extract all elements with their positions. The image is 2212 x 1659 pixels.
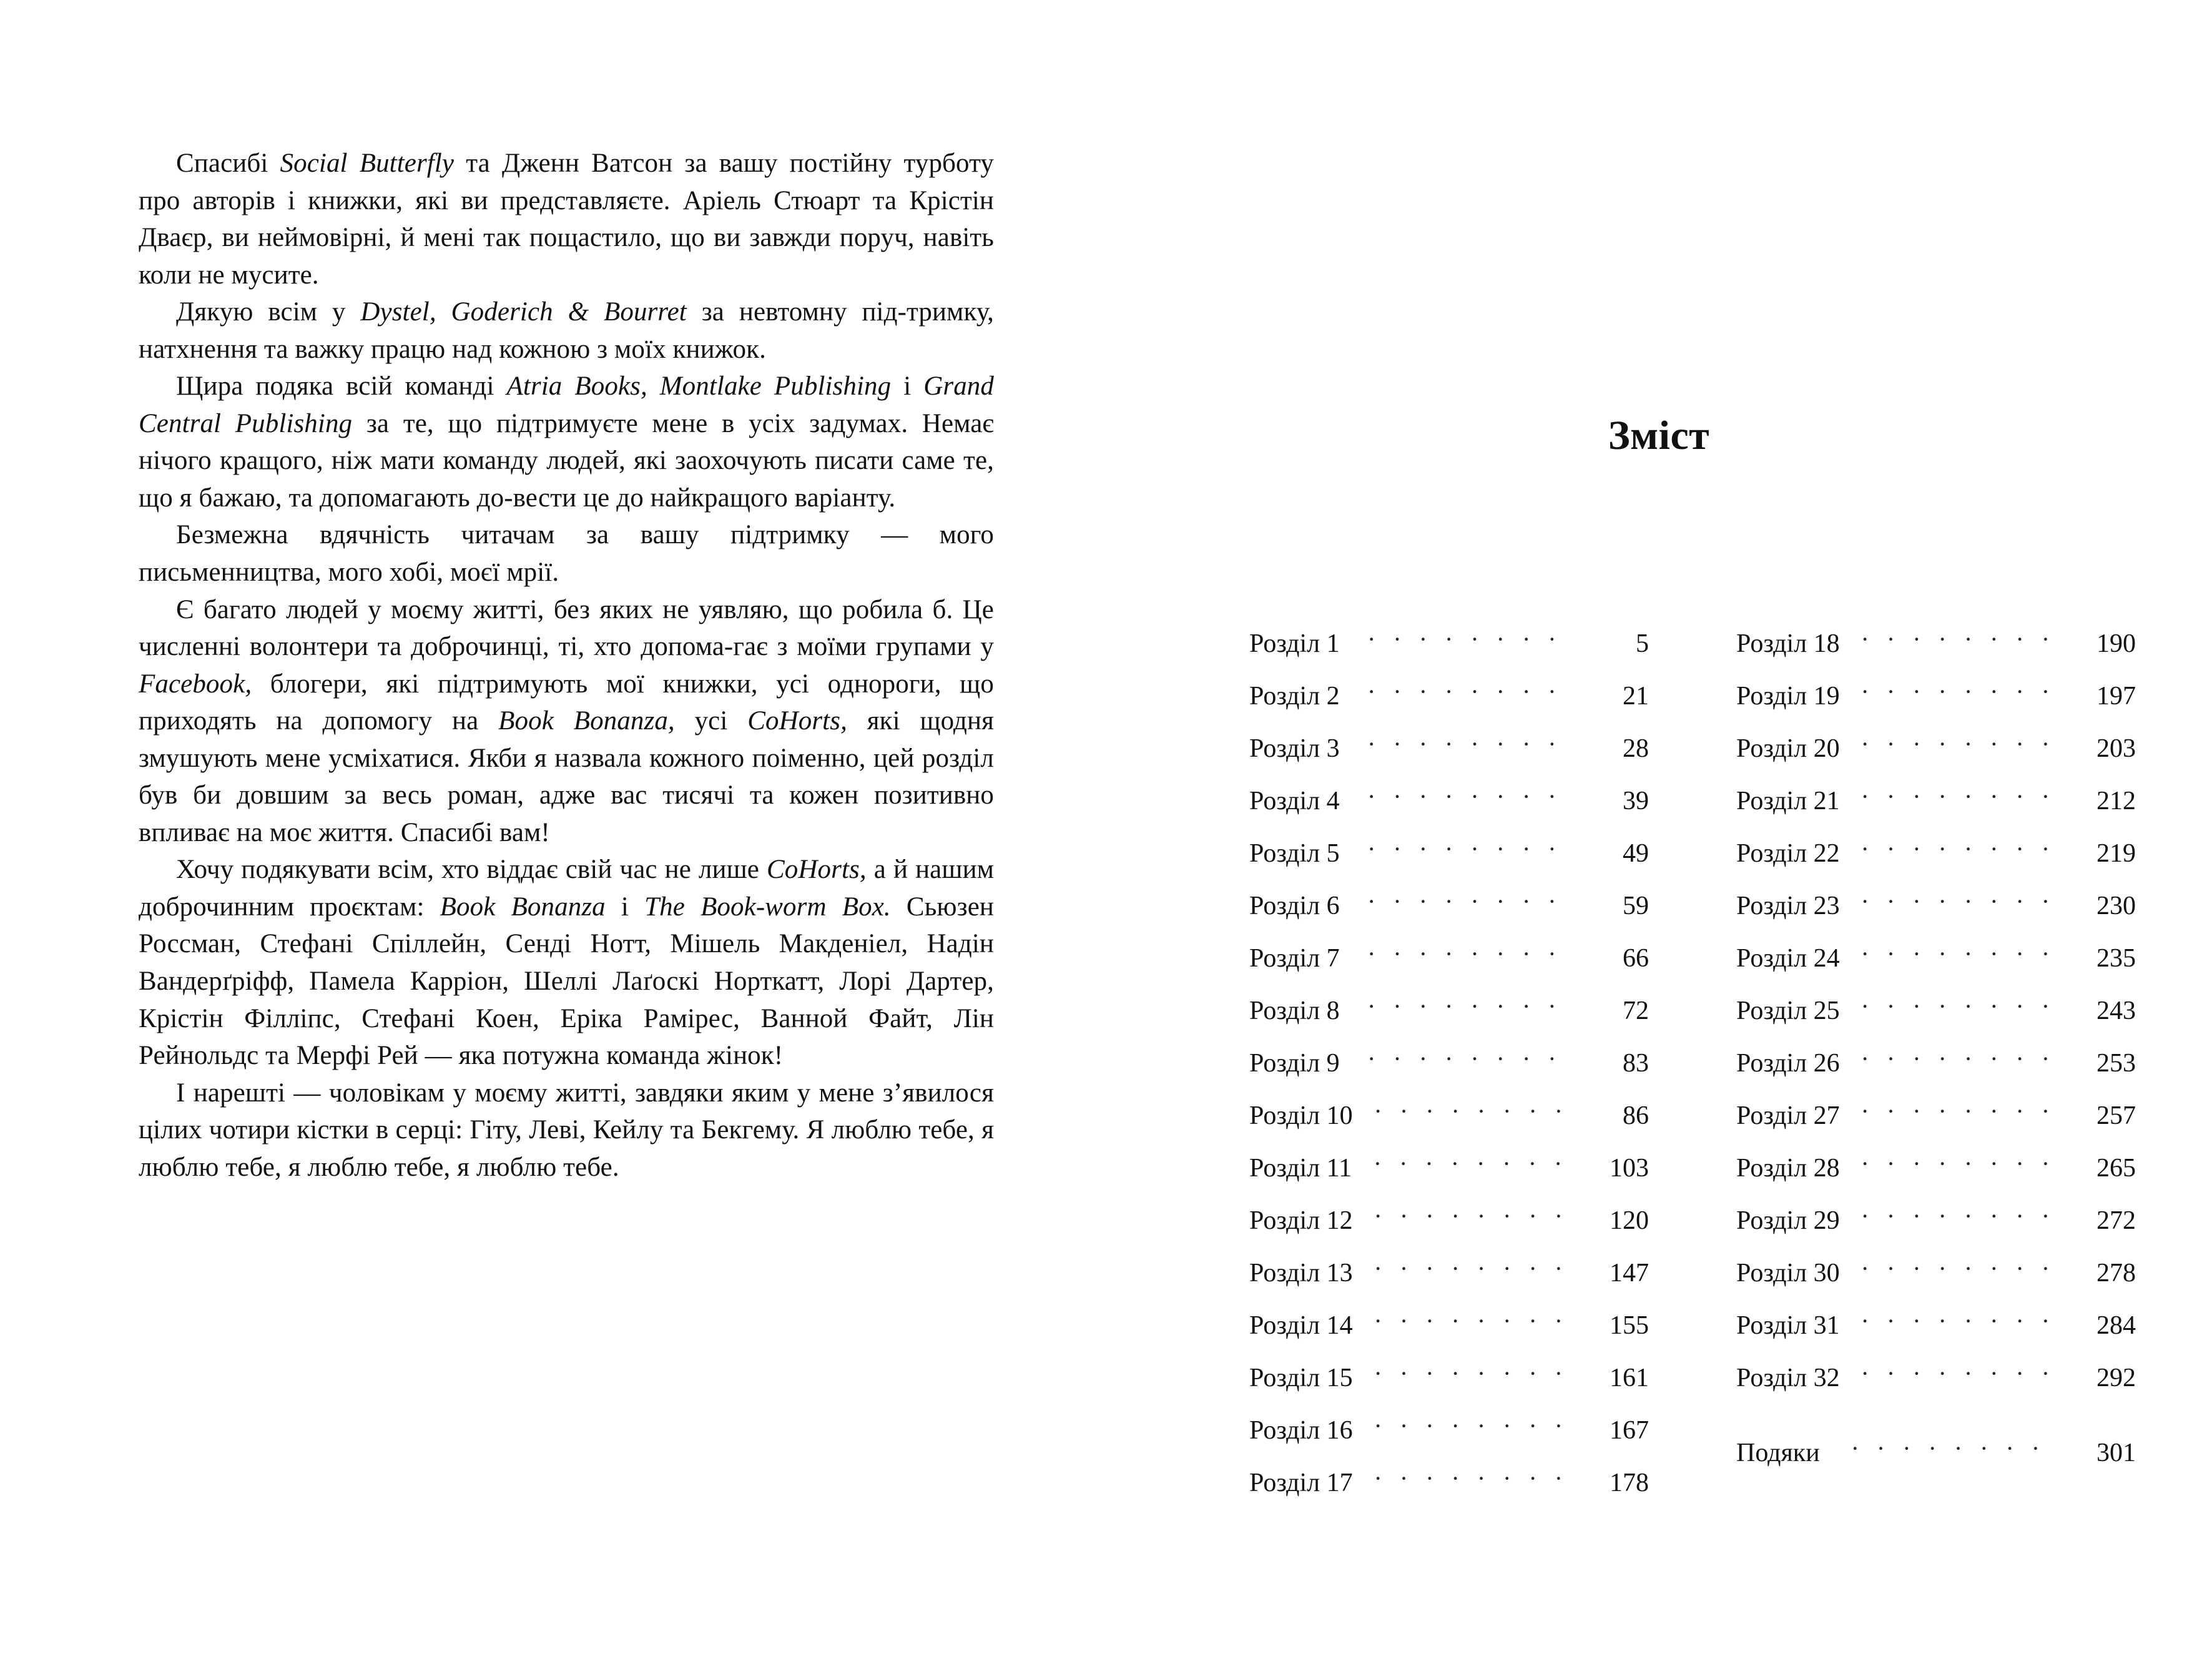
toc-leader-dots: · · · · · · · · [1373,1151,1568,1176]
toc-entry-page: 284 [2096,1311,2136,1340]
toc-entry-page: 235 [2096,944,2136,973]
toc-entry-page: 272 [2096,1206,2136,1235]
toc-entry[interactable] [1249,627,1649,683]
toc-entry-label: Розділ 20 [1736,734,1840,763]
toc-leader-dots: · · · · · · · · [1374,1466,1569,1491]
toc-entry[interactable] [1736,1256,2136,1312]
toc-leader-dots: · · · · · · · · [1851,1436,2046,1461]
paragraph [139,293,994,368]
paragraph [139,516,994,591]
body-text: Сьюзен Россман, Стефані Спіллейн, Сенді Нотт, Мішель Макденіел, Надін Вандерґріфф, Памела Карріон, Шеллі Лаґоскі Норткатт, Лорі Дартер, Крістін Філліпс, Стефані Коен, Еріка Рамірес, Ванной Файт, Лін Рейнольдс та Мерфі Рей — яка потужна команда жінок! [139,892,995,1071]
toc-entry[interactable] [1249,679,1649,736]
toc-leader-dots: · · · · · · · · [1367,784,1562,809]
toc-entry[interactable] [1736,679,2136,736]
body-text: і [891,372,924,401]
toc-entry[interactable] [1249,1309,1649,1365]
page-title: Зміст [1608,413,1710,458]
toc-entry-page: 190 [2096,629,2136,658]
toc-entry-page: 5 [1636,629,1649,658]
toc-leader-dots: · · · · · · · · [1861,837,2056,862]
toc-leader-dots: · · · · · · · · [1374,1414,1569,1439]
toc-column-left [1249,627,1649,1522]
paragraph [139,368,994,516]
toc-leader-dots: · · · · · · · · [1367,889,1562,914]
toc-entry-page: 243 [2096,997,2136,1025]
toc-entry-page: 147 [1610,1259,1649,1287]
toc-entry[interactable] [1249,1414,1649,1470]
toc-leader-dots: · · · · · · · · [1861,1046,2056,1071]
toc-entry-label: Розділ 21 [1736,787,1840,815]
body-text: усі [674,706,748,736]
toc-entry-label: Розділ 9 [1249,1049,1340,1078]
toc-entry[interactable] [1736,942,2136,998]
toc-entry[interactable] [1249,1466,1649,1522]
toc-entry-page: 39 [1623,787,1649,815]
toc-entry-page: 28 [1623,734,1649,763]
toc-entry[interactable] [1736,1361,2136,1417]
toc-entry-label: Розділ 10 [1249,1101,1353,1130]
paragraph [139,591,994,852]
toc-entry-page: 66 [1623,944,1649,973]
toc-leader-dots: · · · · · · · · [1861,994,2056,1019]
toc-entry-page: 21 [1623,682,1649,711]
paragraph [139,145,994,293]
emphasis-text: Book Bonanza, [498,706,675,736]
toc-entry-label: Розділ 31 [1736,1311,1840,1340]
toc-leader-dots: · · · · · · · · [1861,1151,2056,1176]
toc-entry[interactable] [1249,1046,1649,1103]
toc-leader-dots: · · · · · · · · [1367,994,1562,1019]
toc-entry[interactable] [1736,1436,2136,1492]
toc-entry-label: Розділ 15 [1249,1364,1353,1392]
paragraph [139,1075,994,1186]
toc-entry-page: 86 [1623,1101,1649,1130]
toc-entry[interactable] [1736,784,2136,840]
paragraph [139,851,994,1074]
body-text: Хочу подякувати всім, хто віддає свій час не лише [176,855,767,885]
toc-entry-page: 301 [2096,1439,2136,1467]
body-text: Щира подяка всій команді [176,372,507,401]
toc-entry-page: 197 [2096,682,2136,711]
toc-leader-dots: · · · · · · · · [1861,1361,2056,1386]
toc-leader-dots: · · · · · · · · [1367,837,1562,862]
toc-entry-label: Розділ 26 [1736,1049,1840,1078]
toc-leader-dots: · · · · · · · · [1367,627,1562,652]
toc-entry-label: Розділ 11 [1249,1154,1352,1183]
toc-leader-dots: · · · · · · · · [1374,1204,1569,1229]
body-text: за те, що підтримуєте мене в усіх задумах. Немає нічого кращого, ніж мати команду людей, які заохочують писати саме те, що я бажаю, та допомагають до-вести це до найкращого варіанту. [139,408,994,513]
toc-entry[interactable] [1249,889,1649,945]
toc-entry[interactable] [1249,1099,1649,1155]
emphasis-text: Facebook, [139,669,252,699]
toc-entry-page: 203 [2096,734,2136,763]
toc-entry-label: Розділ 1 [1249,629,1340,658]
toc-entry-page: 59 [1623,892,1649,920]
body-text: які щодня змушують мене усміхатися. Якби я назвала кожного поіменно, цей розділ був би довшим за весь роман, адже вас тисячі та кожен позитивно впливає на моє життя. Спасибі вам! [139,706,994,847]
toc-entry[interactable] [1736,889,2136,945]
toc-entry[interactable] [1736,1046,2136,1103]
toc-entry-label: Розділ 6 [1249,892,1340,920]
toc-entry-label: Розділ 27 [1736,1101,1840,1130]
table-of-contents [1249,627,2136,1522]
body-text: Дякую всім у [176,297,361,327]
toc-entry-page: 230 [2096,892,2136,920]
toc-entry-label: Розділ 2 [1249,682,1340,711]
toc-leader-dots: · · · · · · · · [1861,679,2056,704]
toc-entry[interactable] [1249,1204,1649,1260]
toc-entry[interactable] [1736,1309,2136,1365]
body-text: І нарешті — чоловікам у моєму житті, завдяки яким у мене з’явилося цілих чотири кістки в серці: Гіту, Леві, Кейлу та Бекгему. Я люблю тебе, я люблю тебе, я люблю тебе, я люблю тебе. [139,1078,994,1182]
toc-entry-label: Розділ 29 [1736,1206,1840,1235]
toc-leader-dots: · · · · · · · · [1374,1256,1569,1281]
emphasis-text: CoHorts, [767,855,867,885]
toc-entry-label: Розділ 8 [1249,997,1340,1025]
toc-leader-dots: · · · · · · · · [1861,1309,2056,1334]
body-text: а й нашим доброчинним проєктам: [139,855,995,922]
toc-leader-dots: · · · · · · · · [1367,942,1562,967]
toc-leader-dots: · · · · · · · · [1861,942,2056,967]
toc-leader-dots: · · · · · · · · [1861,732,2056,757]
toc-entry-page: 49 [1623,839,1649,868]
emphasis-text: Atria Books, Montlake Publishing [506,372,892,401]
acknowledgements-text [139,145,994,1186]
emphasis-text: Social Butterfly [280,149,455,178]
toc-leader-dots: · · · · · · · · [1367,1046,1562,1071]
toc-leader-dots: · · · · · · · · [1374,1099,1569,1124]
emphasis-text: Dystel, Goderich & Bourret [360,297,687,327]
toc-entry-page: 265 [2096,1154,2136,1183]
emphasis-text: Grand Central Publishing [139,372,994,438]
toc-entry[interactable] [1249,1151,1649,1208]
toc-entry-label: Розділ 17 [1249,1469,1353,1497]
toc-entry-page: 219 [2096,839,2136,868]
toc-entry[interactable] [1249,994,1649,1050]
toc-entry-label: Розділ 32 [1736,1364,1840,1392]
toc-entry-page: 72 [1623,997,1649,1025]
toc-entry[interactable] [1249,1361,1649,1417]
body-text: блогери, які підтримують мої книжки, усі однороги, що приходять на допомогу на [139,669,994,736]
emphasis-text: The Book-worm Box. [644,892,891,922]
toc-entry[interactable] [1249,942,1649,998]
toc-entry-label: Розділ 30 [1736,1259,1840,1287]
body-text: Є багато людей у моєму житті, без яких не уявляю, що робила б. Це численні волонтери та доброчинці, ті, хто допома-гає з моїми групами у [139,594,994,662]
toc-entry-label: Розділ 22 [1736,839,1840,868]
toc-entry-page: 83 [1623,1049,1649,1078]
toc-entry-label: Подяки [1736,1439,1820,1467]
toc-leader-dots: · · · · · · · · [1367,679,1562,704]
toc-entry[interactable] [1736,837,2136,893]
toc-entry-label: Розділ 14 [1249,1311,1353,1340]
toc-entry-label: Розділ 12 [1249,1206,1353,1235]
toc-entry[interactable] [1249,837,1649,893]
toc-entry[interactable] [1736,627,2136,683]
toc-entry-page: 257 [2096,1101,2136,1130]
body-text: та Дженн Ватсон за вашу постійну турботу про авторів і книжки, які ви представляєте. Аріель Стюарт та Крістін Дваєр, ви неймовірні, й мені так пощастило, що ви завжди поруч, навіть коли не мусите. [139,149,994,290]
toc-entry-page: 178 [1610,1469,1649,1497]
emphasis-text: Book Bonanza [440,892,606,922]
toc-entry[interactable] [1736,1099,2136,1155]
body-text: за невтомну під-тримку, натхнення та важку працю над кожною з моїх книжок. [139,297,994,364]
body-text: Спасибі [176,149,280,178]
toc-entry-label: Розділ 5 [1249,839,1340,868]
toc-entry-label: Розділ 7 [1249,944,1340,973]
toc-leader-dots: · · · · · · · · [1861,627,2056,652]
right-page [1106,0,2212,1659]
toc-entry-label: Розділ 19 [1736,682,1840,711]
toc-entry-page: 292 [2096,1364,2136,1392]
toc-entry-label: Розділ 16 [1249,1416,1353,1445]
toc-entry-label: Розділ 25 [1736,997,1840,1025]
toc-entry-label: Розділ 3 [1249,734,1340,763]
toc-entry-label: Розділ 18 [1736,629,1840,658]
toc-leader-dots: · · · · · · · · [1861,889,2056,914]
toc-entry[interactable] [1249,732,1649,788]
toc-leader-dots: · · · · · · · · [1861,1099,2056,1124]
toc-entry-page: 278 [2096,1259,2136,1287]
toc-entry[interactable] [1736,732,2136,788]
toc-leader-dots: · · · · · · · · [1861,784,2056,809]
toc-entry-page: 103 [1610,1154,1649,1183]
toc-entry-label: Розділ 13 [1249,1259,1353,1287]
toc-column-right [1736,627,2136,1522]
toc-entry-page: 120 [1610,1206,1649,1235]
toc-entry-page: 167 [1610,1416,1649,1445]
toc-leader-dots: · · · · · · · · [1374,1309,1569,1334]
toc-entry-page: 253 [2096,1049,2136,1078]
toc-entry[interactable] [1736,1151,2136,1208]
toc-entry[interactable] [1249,784,1649,840]
toc-entry-label: Розділ 24 [1736,944,1840,973]
toc-leader-dots: · · · · · · · · [1367,732,1562,757]
toc-entry-page: 155 [1610,1311,1649,1340]
body-text: Безмежна вдячність читачам за вашу підтримку — мого письменництва, мого хобі, моєї мрії. [139,520,994,588]
toc-entry[interactable] [1736,1204,2136,1260]
body-text: і [605,892,645,922]
toc-entry[interactable] [1736,994,2136,1050]
toc-entry-label: Розділ 23 [1736,892,1840,920]
toc-entry-page: 212 [2096,787,2136,815]
toc-leader-dots: · · · · · · · · [1861,1204,2056,1229]
emphasis-text: CoHorts, [747,706,847,736]
toc-leader-dots: · · · · · · · · [1374,1361,1569,1386]
toc-entry[interactable] [1249,1256,1649,1312]
toc-entry-page: 161 [1610,1364,1649,1392]
toc-leader-dots: · · · · · · · · [1861,1256,2056,1281]
toc-entry-label: Розділ 28 [1736,1154,1840,1183]
toc-entry-label: Розділ 4 [1249,787,1340,815]
